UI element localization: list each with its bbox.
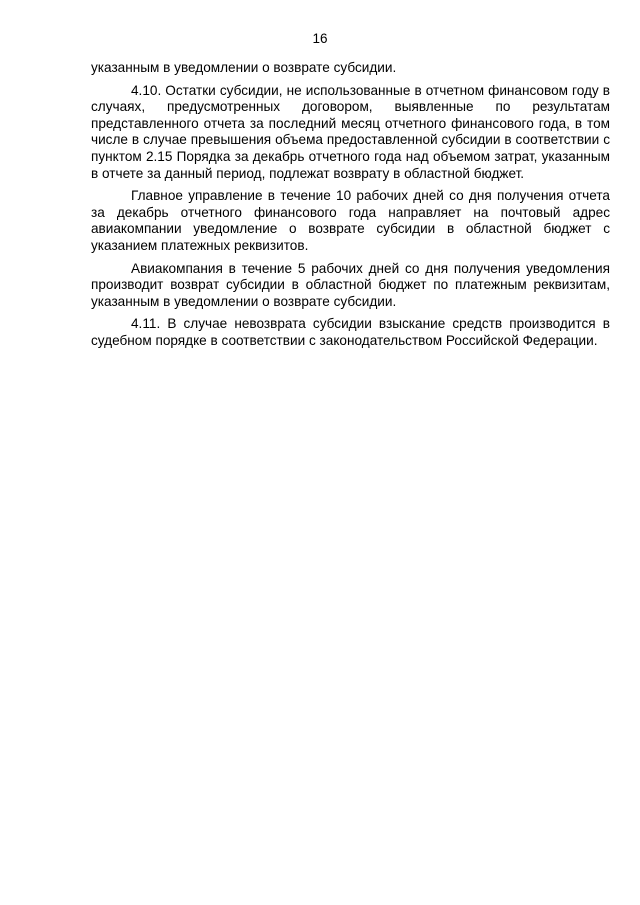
document-body [91,60,610,356]
page-number: 16 [312,31,328,46]
paragraph-main-directorate-notice: Главное управление в течение 10 рабочих дней со дня получения отчета за декабрь отчетного финансового года направляет на почтовый адрес авиакомпании уведомление о возврате субсидии в областной бюджет с указанием платежных реквизитов. [91,188,610,253]
paragraph-4-11: 4.11. В случае невозврата субсидии взыскание средств производится в судебном порядке в соответствии с законодательством Российской Федерации. [91,316,610,348]
paragraph-continuation: указанным в уведомлении о возврате субсидии. [91,60,397,75]
paragraph-4-10: 4.10. Остатки субсидии, не использованные в отчетном финансовом году в случаях, предусмотренных договором, выявленные по результатам представленного отчета за последний месяц отчетного финансового года, в том числе в случае превышения объема предоставленной субсидии в соответствии с пунктом 2.15 Порядка за декабрь отчетного года над объемом затрат, указанным в отчете за данный период, подлежат возврату в областной бюджет. [91,82,610,181]
paragraph-airline-refund: Авиакомпания в течение 5 рабочих дней со дня получения уведомления производит возврат субсидии в областной бюджет по платежным реквизитам, указанным в уведомлении о возврате субсидии. [91,260,610,309]
